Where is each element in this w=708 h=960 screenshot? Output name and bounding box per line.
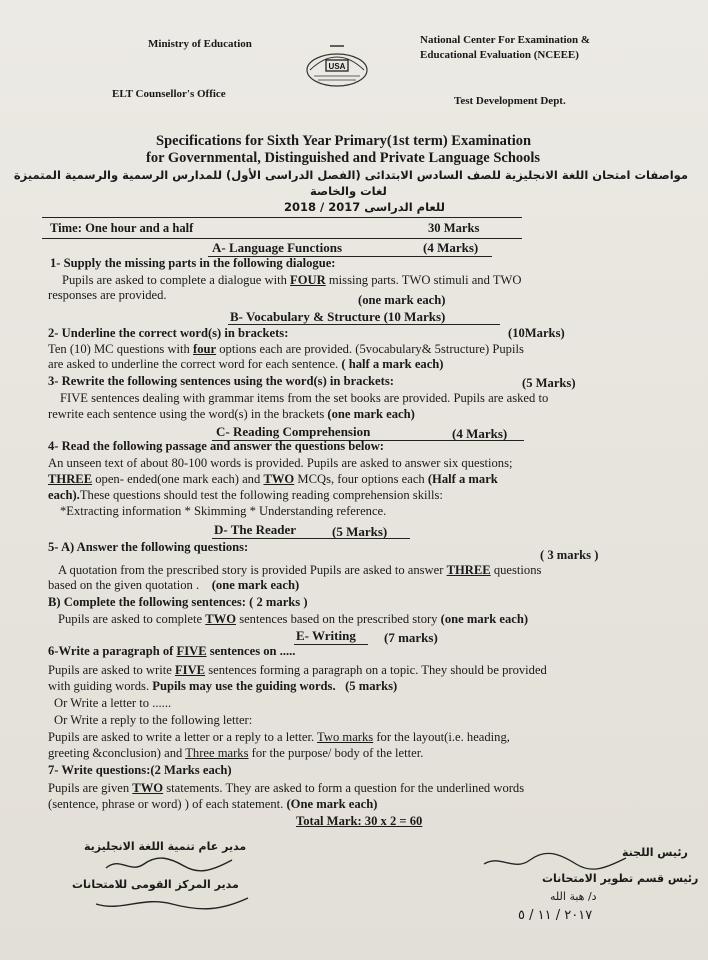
total-mark: Total Mark: 30 x 2 = 60 [296, 814, 423, 828]
question-5b-desc: Pupils are asked to complete TWO sentences based on the prescribed story (one mark each) [58, 612, 529, 626]
question-7-desc-line2: (sentence, phrase or word) ) of each statement. (One mark each) [48, 797, 378, 811]
section-c-title: C- Reading Comprehension [216, 424, 371, 439]
signature-left-1 [100, 852, 240, 878]
question-4-desc-line2: THREE open- ended(one mark each) and TWO MCQs, four options each (Half a mark [48, 472, 498, 486]
signature-left-title2: مدير المركز القومى للامتحانات [72, 878, 239, 891]
question-6-letter-desc-line2: greeting &conclusion) and Three marks for the purpose/ body of the letter. [48, 746, 424, 760]
question-6-or-letter: Or Write a letter to ...... [54, 696, 172, 710]
question-5a-desc-line1: A quotation from the prescribed story is provided Pupils are asked to answer THREE questions [58, 563, 542, 577]
section-c-marks: (4 Marks) [452, 426, 508, 441]
signature-date: ٢٠١٧ / ١١ / ٥ [518, 908, 593, 923]
logo-text: USA [328, 62, 346, 71]
question-6-letter-desc-line1: Pupils are asked to write a letter or a reply to a letter. Two marks for the layout(i.e. heading, [48, 730, 510, 744]
section-a-title: A- Language Functions [212, 240, 343, 255]
section-e-marks: (7 marks) [384, 630, 438, 645]
section-a-marks: (4 Marks) [423, 240, 479, 255]
question-3-marks: (5 Marks) [522, 376, 576, 390]
signature-left-2 [92, 892, 252, 914]
section-d-title: D- The Reader [214, 522, 297, 537]
question-7-desc-line1: Pupils are given TWO statements. They are asked to form a question for the underlined words [48, 781, 525, 795]
signature-right-name: د/ هبة الله [550, 890, 597, 903]
question-6-desc-line2: with guiding words. Pupils may use the guiding words. (5 marks) [48, 679, 398, 693]
arabic-title-line2: لغات والخاصة [310, 184, 387, 198]
question-5a-desc-line2: based on the given quotation . (one mark each) [48, 578, 300, 592]
signature-right-title2: رئيس قسم تطوير الامتحانات [542, 872, 699, 885]
signature-right-title1: رئيس اللجنة [622, 846, 688, 859]
ministry-label: Ministry of Education [148, 38, 252, 50]
question-4-skills: *Extracting information * Skimming * Understanding reference. [60, 504, 387, 518]
office-label: ELT Counsellor's Office [112, 88, 226, 100]
question-1: 1- Supply the missing parts in the following dialogue: [50, 256, 336, 270]
time-row-bottom-rule [42, 238, 522, 239]
ministry-logo [300, 40, 374, 92]
question-2-desc-line2: are asked to underline the correct word for each sentence. ( half a mark each) [48, 357, 444, 371]
marks-total-label: 30 Marks [428, 221, 480, 235]
question-2-desc-line1: Ten (10) MC questions with four options each are provided. (5vocabulary& 5structure) Pupils [48, 342, 524, 356]
center-label-line1: National Center For Examination & [420, 34, 591, 46]
question-6-desc-line1: Pupils are asked to write FIVE sentences forming a paragraph on a topic. They should be provided [48, 663, 547, 677]
time-label: Time: One hour and a half [50, 221, 194, 235]
arabic-year: للعام الدراسى 2017 / 2018 [284, 200, 445, 214]
question-6: 6-Write a paragraph of FIVE sentences on ..... [48, 644, 296, 658]
question-5a-marks: ( 3 marks ) [540, 548, 599, 562]
question-3-desc-line1: FIVE sentences dealing with grammar items from the set books are provided. Pupils are asked to [60, 391, 549, 405]
question-4: 4- Read the following passage and answer the questions below: [48, 439, 384, 453]
title-line2: for Governmental, Distinguished and Private Language Schools [146, 150, 541, 166]
time-row-top-rule [42, 217, 522, 218]
arabic-title-line1: مواصفات امتحان اللغة الانجليزية للصف السادس الابتدائى (الفصل الدراسى الأول) للمدارس الرسمية والرسمية المتميزة [13, 168, 688, 182]
section-b-rule [228, 324, 500, 325]
question-4-desc-line1: An unseen text of about 80-100 words is provided. Pupils are asked to answer six questions; [48, 456, 513, 470]
question-3: 3- Rewrite the following sentences using the word(s) in brackets: [48, 374, 394, 388]
center-label-line2: Educational Evaluation (NCEEE) [420, 49, 579, 61]
question-1-desc-line1: Pupils are asked to complete a dialogue with FOUR missing parts. TWO stimuli and TWO [62, 273, 522, 287]
dept-label: Test Development Dept. [454, 95, 566, 107]
question-1-mark: (one mark each) [358, 293, 446, 307]
question-4-desc-line3: each).These questions should test the following reading comprehension skills: [48, 488, 443, 502]
title-line1: Specifications for Sixth Year Primary(1st term) Examination [156, 133, 532, 149]
section-e-rule [294, 644, 368, 645]
question-7: 7- Write questions:(2 Marks each) [48, 763, 232, 777]
question-5a: 5- A) Answer the following questions: [48, 540, 249, 554]
section-d-marks: (5 Marks) [332, 524, 388, 539]
question-5b: B) Complete the following sentences: ( 2 marks ) [48, 595, 308, 609]
question-2-marks: (10Marks) [508, 326, 565, 340]
question-3-desc-line2: rewrite each sentence using the word(s) in the brackets (one mark each) [48, 407, 415, 421]
section-b-title: B- Vocabulary & Structure (10 Marks) [230, 309, 446, 324]
section-d-rule [212, 538, 410, 539]
question-6-or-reply: Or Write a reply to the following letter: [54, 713, 253, 727]
signature-left-title1: مدير عام تنمية اللغة الانجليزية [84, 840, 247, 853]
question-2: 2- Underline the correct word(s) in brackets: [48, 326, 289, 340]
section-e-title: E- Writing [296, 628, 356, 643]
question-1-desc-line2: responses are provided. [48, 288, 167, 302]
signature-right [480, 850, 630, 874]
